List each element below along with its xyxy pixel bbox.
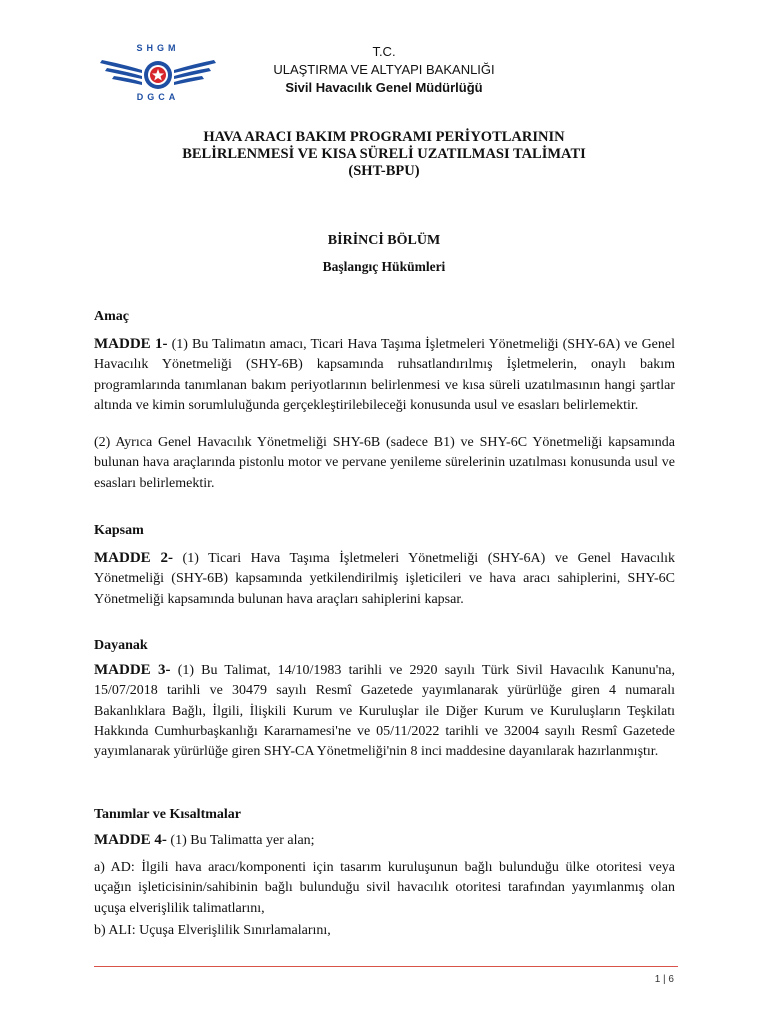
article-1-paragraph-1: [94, 334, 675, 416]
definition-item-b: b) ALI: Uçuşa Elverişlilik Sınırlamalarını,: [94, 923, 331, 938]
article-2-paragraph-1: [94, 548, 675, 610]
header-organization: Sivil Havacılık Genel Müdürlüğü: [285, 80, 483, 95]
header-tc: T.C.: [372, 44, 396, 59]
document-title-code: (SHT-BPU): [348, 163, 420, 179]
header-ministry: ULAŞTIRMA VE ALTYAPI BAKANLIĞI: [273, 62, 495, 77]
section-heading-dayanak: Dayanak: [94, 638, 148, 653]
section-heading-kapsam: Kapsam: [94, 523, 144, 538]
definition-item-a: a) AD: İlgili hava aracı/komponenti için tasarım kuruluşunun bağlı bulunduğu ülke otoritesi veya uçağın işleticisinin/sahibinin bağlı bulunduğu sivil havacılık otoritesi tarafından yayımlanmış olan uçuşa elverişlilik talimatlarını,: [94, 860, 675, 916]
article-4-paragraph-1: [94, 830, 675, 851]
chapter-subtitle: Başlangıç Hükümleri: [322, 259, 446, 274]
document-title-line-1: HAVA ARACI BAKIM PROGRAMI PERİYOTLARININ: [203, 129, 565, 145]
chapter-title: BİRİNCİ BÖLÜM: [327, 233, 441, 248]
article-1-paragraph-2: (2) Ayrıca Genel Havacılık Yönetmeliği SHY-6B (sadece B1) ve SHY-6C Yönetmeliği kapsamında bulunan hava araçlarında pistonlu motor ve pervane yenileme sürelerinin uzatılması konusunda usul ve esasları belirlemektir.: [94, 435, 675, 491]
article-4-text: (1) Bu Talimatta yer alan;: [166, 833, 315, 848]
footer-divider: [94, 966, 678, 967]
article-3-text: (1) Bu Talimat, 14/10/1983 tarihli ve 2920 sayılı Türk Sivil Havacılık Kanunu'na, 15/07/2018 tarihli ve 30479 sayılı Resmî Gazetede yayımlanarak yürürlüğe giren 4 numaralı Bakanlıklara Bağlı, İlgili, İlişkili Kurum ve Kuruluşlar ile Diğer Kurum ve Kuruluşların Teşkilatı Hakkında Cumhurbaşkanlığı Kararnamesi'ne ve 05/11/2022 tarihli ve 32004 sayılı Resmî Gazetede yayımlanarak yürürlüğe giren SHY-CA Yönetmeliği'nin 8 inci maddesine dayanılarak hazırlanmıştır.: [94, 663, 675, 760]
article-1-text: (1) Bu Talimatın amacı, Ticari Hava Taşıma İşletmeleri Yönetmeliği (SHY-6A) ve Genel Havacılık Yönetmeliği (SHY-6B) kapsamında ruhsatlandırılmış İşletmelerin, onaylı bakım programlarında tanımlanan bakım periyotlarının belirlenmesi ve kısa süreli uzatılmasının hangi şartlar altında ve kimin sorumluluğunda gerçekleştirilebileceği konusunda usul ve esasları belirlemektir.: [94, 337, 676, 413]
article-2-label: MADDE 2-: [94, 550, 173, 566]
page-number: 1 | 6: [654, 974, 674, 985]
article-3-paragraph-1: [94, 660, 675, 762]
article-1-label: MADDE 1-: [94, 336, 168, 352]
article-2-text: (1) Ticari Hava Taşıma İşletmeleri Yönetmeliği (SHY-6A) ve Genel Havacılık Yönetmeliği (SHY-6B) kapsamında yetkilendirilmiş işleticileri ve hava aracı sahiplerini, SHY-6C Yönetmeliği kapsamında bulunan hava araçları sahiplerini kapsar.: [94, 551, 675, 607]
article-4-label: MADDE 4-: [94, 832, 167, 848]
logo-top-text: SHGM: [136, 43, 180, 53]
document-title-line-2: BELİRLENMESİ VE KISA SÜRELİ UZATILMASI TALİMATI: [182, 146, 586, 162]
section-heading-amac: Amaç: [94, 309, 129, 324]
logo-bottom-text: DGCA: [136, 92, 180, 102]
section-heading-tanimlar: Tanımlar ve Kısaltmalar: [94, 807, 241, 822]
article-3-label: MADDE 3-: [94, 662, 171, 678]
